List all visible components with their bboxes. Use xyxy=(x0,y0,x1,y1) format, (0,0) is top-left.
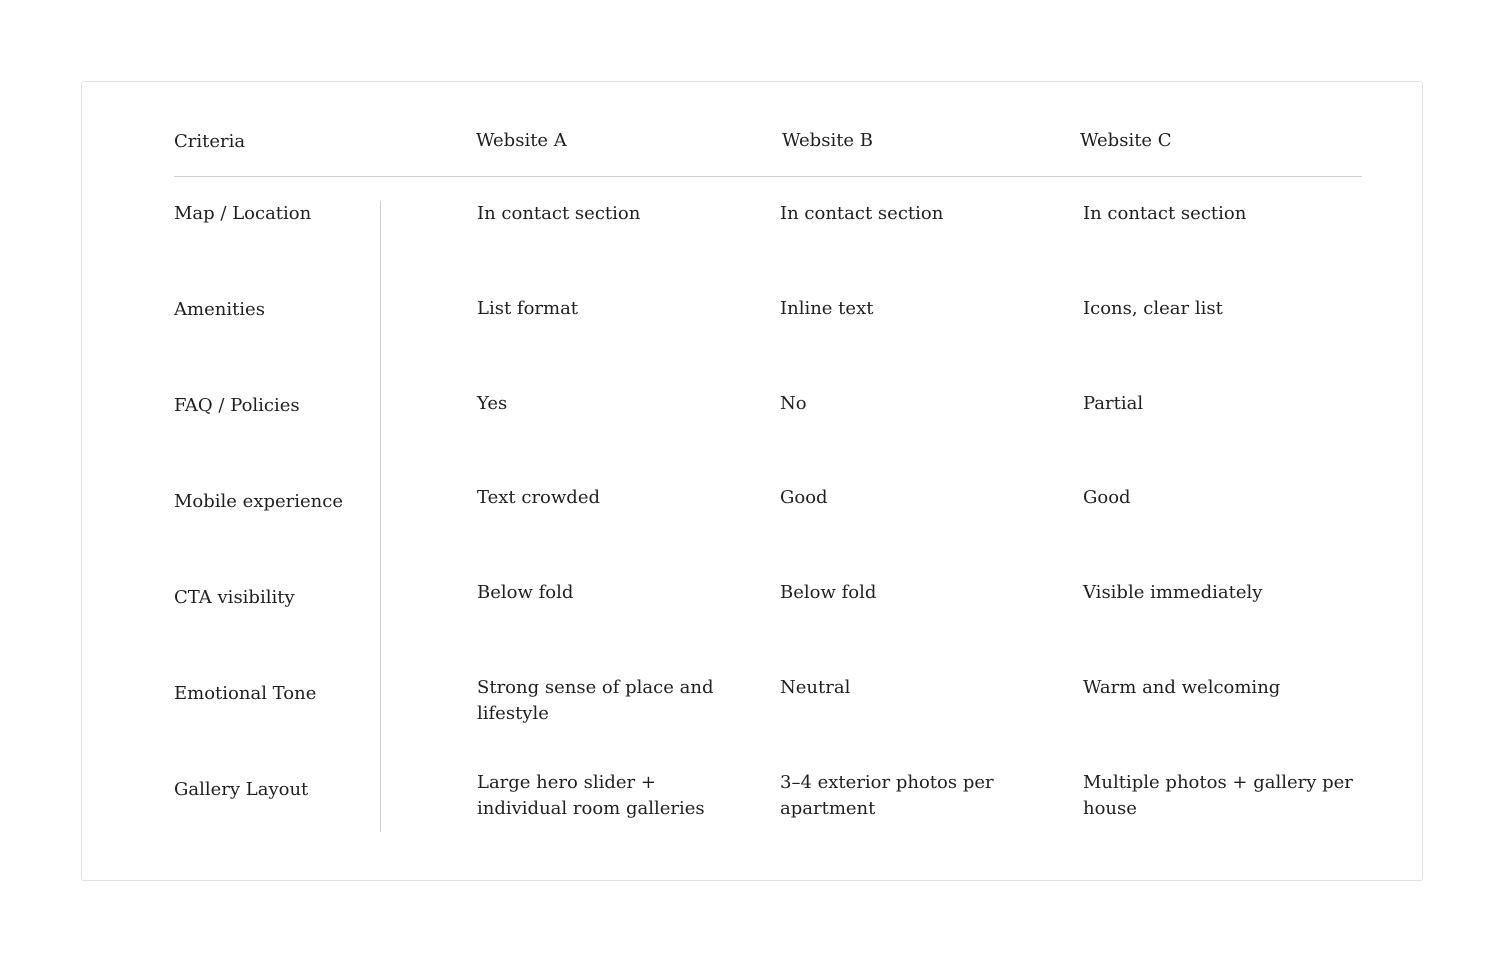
website-b-cell: No xyxy=(780,393,807,414)
website-c-cell: In contact section xyxy=(1083,203,1247,224)
website-a-cell: Text crowded xyxy=(477,487,600,508)
header-website-c: Website C xyxy=(1080,130,1172,151)
website-a-cell: List format xyxy=(477,298,579,319)
website-a-cell: Below fold xyxy=(477,582,574,603)
website-c-cell: Multiple photos + gallery per house xyxy=(1083,772,1353,819)
website-c-cell: Visible immediately xyxy=(1083,582,1263,603)
website-b-cell: Inline text xyxy=(780,298,874,319)
website-c-cell: Warm and welcoming xyxy=(1083,677,1281,698)
criteria-divider xyxy=(380,201,381,832)
header-divider xyxy=(174,176,1362,177)
criteria-cell: CTA visibility xyxy=(174,587,295,608)
website-c-cell: Partial xyxy=(1083,393,1144,414)
criteria-cell: Mobile experience xyxy=(174,491,343,512)
criteria-cell: Amenities xyxy=(174,299,265,320)
website-b-cell: In contact section xyxy=(780,203,944,224)
criteria-cell: Gallery Layout xyxy=(174,779,309,800)
website-c-cell: Good xyxy=(1083,487,1131,508)
website-a-cell: In contact section xyxy=(477,203,641,224)
criteria-cell: Map / Location xyxy=(174,203,312,224)
website-b-cell: 3–4 exterior photos per apartment xyxy=(780,772,994,819)
criteria-cell: Emotional Tone xyxy=(174,683,317,704)
header-criteria: Criteria xyxy=(174,131,246,152)
website-a-cell: Strong sense of place and lifestyle xyxy=(477,677,714,724)
criteria-cell: FAQ / Policies xyxy=(174,395,300,416)
header-website-a: Website A xyxy=(476,130,567,151)
website-b-cell: Good xyxy=(780,487,828,508)
website-c-cell: Icons, clear list xyxy=(1083,298,1223,319)
website-b-cell: Below fold xyxy=(780,582,877,603)
header-website-b: Website B xyxy=(782,130,874,151)
website-b-cell: Neutral xyxy=(780,677,851,698)
website-a-cell: Yes xyxy=(477,393,508,414)
website-a-cell: Large hero slider + individual room galleries xyxy=(477,772,705,819)
